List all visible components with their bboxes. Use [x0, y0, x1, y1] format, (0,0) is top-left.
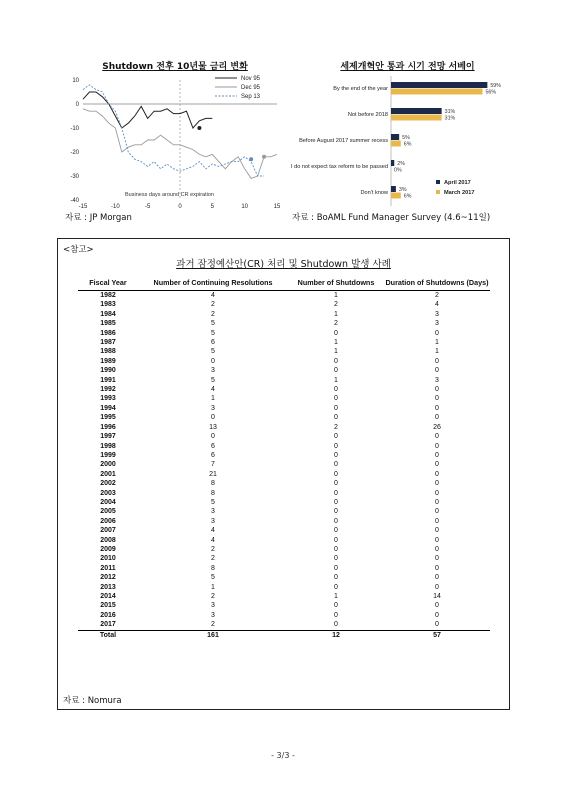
cell-num-cr: 3 [211, 602, 215, 610]
cell-num-cr: 2 [211, 555, 215, 563]
cell-num-shutdowns: 1 [334, 292, 338, 299]
bar-value-label: 0% [394, 167, 402, 174]
cell-fiscal-year: 2007 [100, 527, 116, 535]
cell-num-cr: 4 [211, 386, 215, 394]
table-total-row [78, 630, 490, 640]
cell-num-shutdowns: 0 [334, 451, 338, 459]
cell-fiscal-year: 2006 [100, 517, 116, 525]
table-row [78, 394, 490, 403]
cell-fiscal-year: 2017 [78, 620, 138, 630]
table-row [78, 470, 490, 479]
cr-shutdown-table [78, 276, 490, 640]
cell-num-shutdowns: 0 [334, 414, 338, 422]
bar-value-label: 31% [444, 109, 456, 115]
cell-fiscal-year: 2008 [100, 536, 116, 544]
cell-fiscal-year: 2013 [100, 583, 116, 591]
bar-value-label: 31% [444, 115, 456, 122]
cell-num-cr: 1 [211, 395, 215, 403]
cell-duration: 0 [435, 498, 439, 506]
cell-duration: 2 [435, 292, 439, 299]
cell-num-cr: 6 [211, 339, 215, 347]
chart2-title: 세제개혁안 통과 시기 전망 서베이 [340, 62, 475, 72]
page-number: - 3/3 - [271, 751, 295, 760]
table-body [78, 291, 490, 641]
cell-fiscal-year: 2016 [100, 611, 116, 619]
y-tick-label: 0 [75, 102, 79, 108]
cell-num-shutdowns: 0 [334, 480, 338, 488]
cell-num-shutdowns: 12 [288, 630, 384, 640]
cell-duration: 0 [435, 433, 439, 441]
cell-num-shutdowns: 0 [334, 404, 338, 412]
cell-num-cr: 2 [211, 301, 215, 309]
table-row [78, 564, 490, 573]
cell-num-cr: 3 [211, 508, 215, 516]
table-row [78, 536, 490, 545]
table-row [78, 573, 490, 582]
cell-num-shutdowns: 0 [334, 470, 338, 478]
cell-fiscal-year: Total [78, 630, 138, 640]
cell-num-cr: 2 [138, 620, 288, 630]
cell-fiscal-year: 1986 [100, 329, 116, 337]
cell-num-cr: 8 [211, 564, 215, 572]
table-row [78, 329, 490, 338]
cell-duration: 0 [435, 583, 439, 591]
cell-duration: 0 [435, 489, 439, 497]
cell-num-shutdowns: 0 [334, 489, 338, 497]
series-marker [249, 157, 253, 161]
bar [391, 186, 396, 192]
bar [391, 108, 442, 114]
x-tick-label: 15 [273, 204, 281, 210]
cell-duration: 0 [435, 527, 439, 535]
bar [391, 82, 487, 88]
cell-num-shutdowns: 0 [334, 574, 338, 582]
cell-fiscal-year: 2010 [100, 555, 116, 563]
table-row [78, 583, 490, 592]
cell-num-shutdowns: 0 [334, 395, 338, 403]
cell-duration: 0 [435, 480, 439, 488]
cell-duration: 0 [384, 620, 490, 630]
table-row [78, 404, 490, 413]
cell-fiscal-year: 1997 [100, 433, 116, 441]
cell-fiscal-year: 2000 [100, 461, 116, 469]
cell-fiscal-year: 1988 [100, 348, 116, 356]
legend-label: Dec 95 [241, 85, 261, 91]
cell-num-shutdowns: 0 [334, 602, 338, 610]
bar-value-label: 59% [490, 83, 501, 89]
cell-num-cr: 5 [211, 320, 215, 328]
table-row [78, 460, 490, 469]
chart1-source: 자료 : JP Morgan [65, 213, 132, 223]
cell-duration: 57 [384, 630, 490, 640]
cell-num-shutdowns: 0 [334, 367, 338, 375]
cell-duration: 0 [435, 386, 439, 394]
cell-num-shutdowns: 1 [334, 593, 338, 600]
cell-num-shutdowns: 0 [334, 386, 338, 394]
table-row [78, 319, 490, 328]
category-label: Don't know [360, 190, 388, 196]
table-header-row [78, 276, 490, 291]
cell-duration: 0 [435, 451, 439, 459]
cell-num-shutdowns: 0 [334, 536, 338, 544]
cell-duration: 0 [435, 357, 439, 365]
cell-num-cr: 21 [209, 470, 217, 478]
cell-num-cr: 4 [211, 536, 215, 544]
y-tick-label: -30 [70, 174, 79, 180]
cell-fiscal-year: 1987 [100, 339, 116, 347]
cell-duration: 3 [435, 320, 439, 328]
cell-num-cr: 6 [211, 442, 215, 450]
table-row [78, 423, 490, 432]
cell-num-cr: 2 [211, 593, 215, 600]
cell-fiscal-year: 1985 [100, 320, 116, 328]
table-row [78, 611, 490, 620]
cell-fiscal-year: 1984 [100, 310, 116, 318]
cell-duration: 3 [435, 310, 439, 318]
x-tick-label: 10 [241, 204, 249, 210]
bar [391, 134, 399, 140]
cell-fiscal-year: 1992 [100, 386, 116, 394]
cell-fiscal-year: 2011 [100, 564, 116, 572]
rate-change-line-chart [55, 72, 287, 210]
cell-num-shutdowns: 0 [334, 583, 338, 591]
legend-label: March 2017 [444, 190, 475, 196]
header-num-cr: Number of Continuing Resolutions [138, 276, 288, 291]
cell-num-cr: 5 [211, 498, 215, 506]
table-row [78, 517, 490, 526]
cell-duration: 4 [435, 301, 439, 309]
category-label: Before August 2017 summer recess [299, 138, 388, 144]
series-marker [262, 155, 266, 159]
category-label: I do not expect tax reform to be passed [290, 164, 388, 170]
tax-reform-survey-bar-chart [289, 72, 511, 210]
cell-duration: 0 [435, 574, 439, 582]
cell-num-shutdowns: 0 [334, 357, 338, 365]
cell-num-shutdowns: 0 [334, 555, 338, 563]
x-tick-label: -10 [110, 204, 120, 210]
table-row [78, 413, 490, 422]
cell-num-cr: 3 [211, 517, 215, 525]
cell-num-cr: 5 [211, 348, 215, 356]
cell-duration: 0 [435, 329, 439, 337]
cell-fiscal-year: 1983 [100, 301, 116, 309]
x-tick-label: 0 [178, 204, 182, 210]
cell-duration: 0 [435, 461, 439, 469]
table-row [78, 507, 490, 516]
cell-num-shutdowns: 2 [334, 423, 338, 431]
table-row [78, 526, 490, 535]
cell-fiscal-year: 1998 [100, 442, 116, 450]
cell-fiscal-year: 2002 [100, 480, 116, 488]
cell-num-cr: 4 [211, 527, 215, 535]
bar [391, 89, 482, 95]
x-tick-label: -5 [144, 204, 151, 210]
cell-duration: 0 [435, 536, 439, 544]
cell-num-shutdowns: 2 [334, 320, 338, 328]
table-row [78, 451, 490, 460]
cell-duration: 1 [435, 348, 439, 356]
cell-num-shutdowns: 0 [334, 517, 338, 525]
cell-num-shutdowns: 0 [288, 620, 384, 630]
cell-num-shutdowns: 0 [334, 611, 338, 619]
table-row [78, 432, 490, 441]
cell-fiscal-year: 2012 [100, 574, 116, 582]
y-tick-label: -10 [70, 126, 79, 132]
bar-value-label: 3% [398, 187, 407, 193]
cell-num-shutdowns: 0 [334, 508, 338, 516]
cell-num-cr: 3 [211, 367, 215, 375]
cell-fiscal-year: 1993 [100, 395, 116, 403]
table-row [78, 385, 490, 394]
cell-fiscal-year: 1989 [100, 357, 116, 365]
header-fiscal-year: Fiscal Year [78, 276, 138, 291]
table-row [78, 545, 490, 554]
table-row [78, 338, 490, 347]
cell-fiscal-year: 2015 [100, 602, 116, 610]
bar-value-label: 5% [402, 135, 410, 141]
legend-label: April 2017 [444, 180, 471, 186]
cell-duration: 0 [435, 404, 439, 412]
legend-swatch [436, 180, 440, 184]
chart1-annotation: Business days around CR expiration [125, 192, 214, 198]
table-row [78, 601, 490, 610]
table-row [78, 479, 490, 488]
cell-num-shutdowns: 0 [334, 461, 338, 469]
cell-num-cr: 8 [211, 489, 215, 497]
cell-fiscal-year: 1990 [100, 367, 116, 375]
reference-label: <참고> [63, 245, 94, 255]
cell-fiscal-year: 2003 [100, 489, 116, 497]
table-row [78, 366, 490, 375]
cell-num-shutdowns: 1 [334, 376, 338, 384]
series-marker [197, 126, 201, 130]
cell-num-shutdowns: 0 [334, 545, 338, 553]
header-duration: Duration of Shutdowns (Days) [384, 276, 490, 291]
table-row [78, 291, 490, 301]
cell-num-cr: 8 [211, 480, 215, 488]
cell-num-cr: 0 [211, 357, 215, 365]
bar-value-label: 6% [403, 141, 412, 148]
cell-num-shutdowns: 0 [334, 564, 338, 572]
bar [391, 160, 394, 166]
bar [391, 141, 401, 147]
cell-duration: 26 [433, 423, 441, 431]
table-row [78, 592, 490, 601]
cell-duration: 0 [435, 602, 439, 610]
cell-num-cr: 2 [211, 545, 215, 553]
cell-duration: 0 [435, 517, 439, 525]
cell-num-cr: 3 [211, 404, 215, 412]
x-tick-label: 5 [210, 204, 215, 210]
cell-num-cr: 7 [211, 461, 215, 469]
cell-num-shutdowns: 0 [334, 527, 338, 535]
bar-value-label: 56% [485, 89, 497, 96]
bar [391, 193, 401, 199]
cell-num-shutdowns: 0 [334, 498, 338, 506]
cell-num-shutdowns: 1 [334, 310, 338, 318]
table-row [78, 554, 490, 563]
cell-duration: 0 [435, 611, 439, 619]
reference-title: 과거 잠정예산안(CR) 처리 및 Shutdown 발생 사례 [176, 259, 391, 270]
cell-num-shutdowns: 0 [334, 442, 338, 450]
table-row [78, 489, 490, 498]
cell-num-cr: 0 [211, 414, 215, 422]
cell-num-cr: 6 [211, 451, 215, 459]
cell-duration: 0 [435, 442, 439, 450]
cell-fiscal-year: 1995 [100, 414, 116, 422]
cell-num-shutdowns: 2 [334, 301, 338, 309]
table-row [78, 376, 490, 385]
cell-num-cr: 13 [209, 423, 217, 431]
cell-duration: 0 [435, 555, 439, 563]
cell-duration: 0 [435, 395, 439, 403]
table-row [78, 310, 490, 319]
legend-label: Sep 13 [241, 94, 261, 100]
cell-num-shutdowns: 1 [334, 339, 338, 347]
y-tick-label: -40 [70, 198, 79, 204]
cell-num-cr: 3 [211, 611, 215, 619]
cell-num-cr: 5 [211, 574, 215, 582]
cell-num-cr: 161 [138, 630, 288, 640]
y-tick-label: 10 [72, 78, 79, 84]
table-row [78, 357, 490, 366]
bar-value-label: 2% [397, 161, 405, 167]
header-num-shutdowns: Number of Shutdowns [288, 276, 384, 291]
cell-duration: 1 [435, 339, 439, 347]
cell-duration: 0 [435, 564, 439, 572]
cell-fiscal-year: 2014 [100, 593, 116, 600]
cell-fiscal-year: 2004 [100, 498, 116, 506]
cell-num-cr: 2 [211, 310, 215, 318]
x-tick-label: -15 [78, 204, 88, 210]
table-row [78, 498, 490, 507]
cell-num-cr: 5 [211, 376, 215, 384]
cell-num-shutdowns: 0 [334, 433, 338, 441]
table-source: 자료 : Nomura [63, 696, 122, 706]
cell-fiscal-year: 1982 [100, 292, 116, 299]
cell-fiscal-year: 2009 [100, 545, 116, 553]
cell-num-cr: 5 [211, 329, 215, 337]
chart1-title: Shutdown 전후 10년물 금리 변화 [102, 62, 248, 72]
table-row [78, 347, 490, 356]
cell-duration: 0 [435, 367, 439, 375]
cell-fiscal-year: 1994 [100, 404, 116, 412]
cell-num-cr: 1 [211, 583, 215, 591]
cell-num-cr: 4 [211, 292, 215, 299]
category-label: By the end of the year [333, 86, 388, 92]
cell-num-shutdowns: 1 [334, 348, 338, 356]
cell-duration: 0 [435, 414, 439, 422]
table-row [78, 442, 490, 451]
cell-duration: 0 [435, 508, 439, 516]
table-row [78, 300, 490, 309]
cell-fiscal-year: 2005 [100, 508, 116, 516]
bar-value-label: 6% [403, 193, 412, 200]
cell-fiscal-year: 1996 [100, 423, 116, 431]
cell-duration: 3 [435, 376, 439, 384]
chart2-source: 자료 : BoAML Fund Manager Survey (4.6~11일) [292, 213, 491, 223]
cell-fiscal-year: 1991 [100, 376, 116, 384]
cell-num-cr: 0 [211, 433, 215, 441]
cell-fiscal-year: 2001 [100, 470, 116, 478]
bar [391, 115, 442, 121]
cell-fiscal-year: 1999 [100, 451, 116, 459]
legend-swatch [436, 190, 440, 194]
table-row [78, 620, 490, 630]
y-tick-label: -20 [70, 150, 79, 156]
category-label: Not before 2018 [347, 112, 388, 118]
cell-num-shutdowns: 0 [334, 329, 338, 337]
cell-duration: 14 [433, 593, 441, 600]
legend-label: Nov 95 [241, 76, 261, 82]
cell-duration: 0 [435, 470, 439, 478]
cell-duration: 0 [435, 545, 439, 553]
